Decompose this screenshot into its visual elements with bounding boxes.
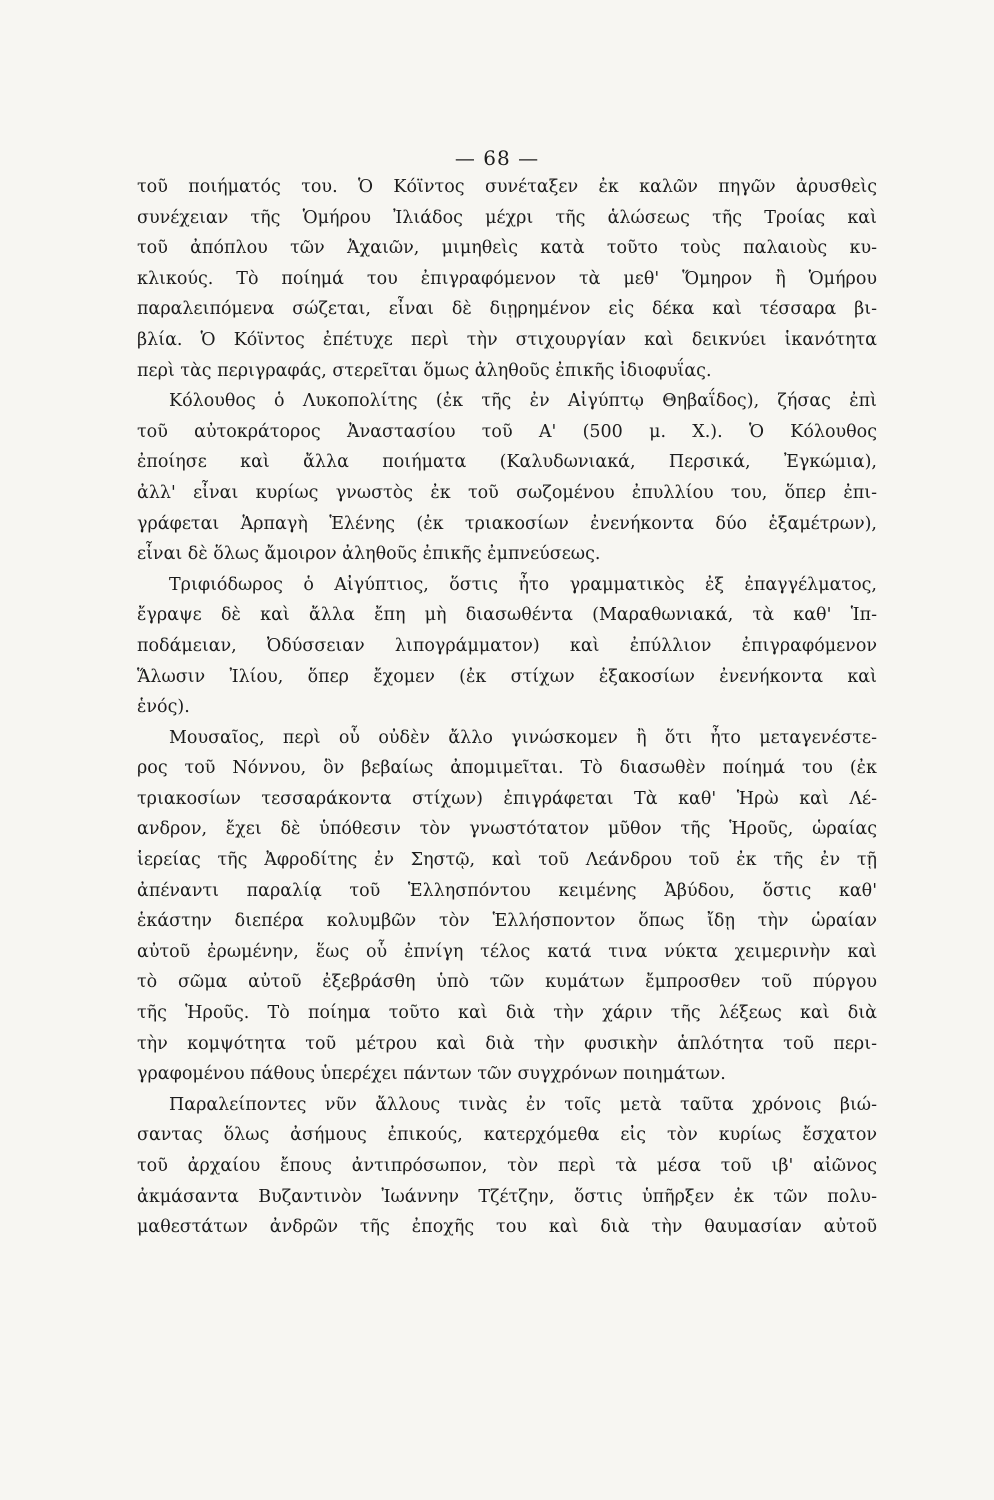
text-line: παραλειπόμενα σώζεται, εἶναι δὲ διῃρημένον εἰς δέκα καὶ τέσσαρα βι-: [137, 299, 877, 320]
text-line: τοῦ ἀρχαίου ἔπους ἀντιπρόσωπον, τὸν περὶ τὰ μέσα τοῦ ιβ' αἰῶνος: [137, 1156, 877, 1176]
text-line: Τριφιόδωρος ὁ Αἰγύπτιος, ὅστις ἦτο γραμματικὸς ἐξ ἐπαγγέλματος,: [169, 574, 877, 595]
text-line: ἔγραψε δὲ καὶ ἄλλα ἔπη μὴ διασωθέντα (Μαραθωνιακά, τὰ καθ' Ἱπ-: [137, 605, 877, 626]
text-line: κλικούς. Τὸ ποίημά του ἐπιγραφόμενον τὰ μεθ' Ὅμηρον ἢ Ὁμήρου: [137, 268, 877, 289]
text-line: σαντας ὅλως ἀσήμους ἐπικούς, κατερχόμεθα εἰς τὸν κυρίως ἔσχατον: [137, 1125, 877, 1146]
text-line: Ἅλωσιν Ἰλίου, ὅπερ ἔχομεν (ἐκ στίχων ἑξακοσίων ἐνενήκοντα καὶ: [137, 666, 877, 687]
text-line: ἑνός).: [137, 697, 190, 718]
text-line: εἶναι δὲ ὅλως ἄμοιρον ἀληθοῦς ἐπικῆς ἐμπνεύσεως.: [137, 544, 601, 565]
text-line: Παραλείποντες νῦν ἄλλους τινὰς ἐν τοῖς μετὰ ταῦτα χρόνοις βιώ-: [169, 1094, 877, 1115]
text-line: γράφεται Ἁρπαγὴ Ἑλένης (ἐκ τριακοσίων ἐνενήκοντα δύο ἑξαμέτρων),: [137, 513, 877, 534]
text-line: ποδάμειαν, Ὀδύσσειαν λιπογράμματον) καὶ ἐπύλλιον ἐπιγραφόμενον: [137, 635, 877, 656]
text-line: γραφομένου πάθους ὑπερέχει πάντων τῶν συγχρόνων ποιημάτων.: [137, 1064, 726, 1085]
text-line: τοῦ ποιήματός του. Ὁ Κόϊντος συνέταξεν ἐκ καλῶν πηγῶν ἀρυσθεὶς: [137, 177, 877, 197]
page-number: — 68 —: [454, 146, 540, 170]
text-line: ἐποίησε καὶ ἄλλα ποιήματα (Καλυδωνιακά, Περσικά, Ἐγκώμια),: [137, 452, 877, 473]
text-line: ἀλλ' εἶναι κυρίως γνωστὸς ἐκ τοῦ σωζομένου ἐπυλλίου του, ὅπερ ἐπι-: [137, 482, 877, 503]
text-line: τοῦ ἀπόπλου τῶν Ἀχαιῶν, μιμηθεὶς κατὰ τοῦτο τοὺς παλαιοὺς κυ-: [137, 238, 877, 259]
body-text: [137, 172, 877, 1243]
text-line: μαθεστάτων ἀνδρῶν τῆς ἐποχῆς του καὶ διὰ τὴν θαυμασίαν αὐτοῦ: [137, 1217, 877, 1238]
text-line: τριακοσίων τεσσαράκοντα στίχων) ἐπιγράφεται Τὰ καθ' Ἡρὼ καὶ Λέ-: [137, 788, 877, 809]
text-line: τὴν κομψότητα τοῦ μέτρου καὶ διὰ τὴν φυσικὴν ἁπλότητα τοῦ περι-: [137, 1033, 877, 1054]
text-line: συνέχειαν τῆς Ὁμήρου Ἰλιάδος μέχρι τῆς ἁλώσεως τῆς Τροίας καὶ: [137, 207, 877, 228]
text-line: ανδρον, ἔχει δὲ ὑπόθεσιν τὸν γνωστότατον μῦθον τῆς Ἡροῦς, ὡραίας: [137, 819, 877, 840]
text-line: Μουσαῖος, περὶ οὗ οὐδὲν ἄλλο γινώσκομεν ἢ ὅτι ἦτο μεταγενέστε-: [169, 727, 877, 748]
text-line: βλία. Ὁ Κόϊντος ἐπέτυχε περὶ τὴν στιχουργίαν καὶ δεικνύει ἱκανότητα: [137, 329, 877, 350]
text-line: ρος τοῦ Νόννου, ὃν βεβαίως ἀπομιμεῖται. Τὸ διασωθὲν ποίημά του (ἐκ: [137, 758, 877, 779]
text-line: τὸ σῶμα αὐτοῦ ἐξεβράσθη ὑπὸ τῶν κυμάτων ἔμπροσθεν τοῦ πύργου: [137, 972, 877, 993]
text-line: τοῦ αὐτοκράτορος Ἀναστασίου τοῦ Α' (500 μ. Χ.). Ὁ Κόλουθος: [137, 421, 877, 442]
text-line: αὐτοῦ ἐρωμένην, ἕως οὗ ἐπνίγη τέλος κατά τινα νύκτα χειμερινὴν καὶ: [137, 941, 877, 962]
text-line: περὶ τὰς περιγραφάς, στερεῖται ὅμως ἀληθοῦς ἐπικῆς ἰδιοφυΐας.: [137, 360, 712, 381]
text-line: ἀκμάσαντα Βυζαντινὸν Ἰωάννην Τζέτζην, ὅστις ὑπῆρξεν ἐκ τῶν πολυ-: [137, 1186, 877, 1207]
text-line: ἑκάστην διεπέρα κολυμβῶν τὸν Ἑλλήσποντον ὅπως ἴδῃ τὴν ὡραίαν: [137, 911, 877, 932]
text-line: Κόλουθος ὁ Λυκοπολίτης (ἐκ τῆς ἐν Αἰγύπτῳ Θηβαΐδος), ζήσας ἐπὶ: [169, 391, 877, 412]
text-line: τῆς Ἡροῦς. Τὸ ποίημα τοῦτο καὶ διὰ τὴν χάριν τῆς λέξεως καὶ διὰ: [137, 1003, 877, 1024]
text-line: ἱερείας τῆς Ἀφροδίτης ἐν Σηστῷ, καὶ τοῦ Λεάνδρου τοῦ ἐκ τῆς ἐν τῇ: [137, 850, 877, 871]
text-line: ἀπέναντι παραλίᾳ τοῦ Ἑλλησπόντου κειμένης Ἀβύδου, ὅστις καθ': [137, 880, 877, 901]
